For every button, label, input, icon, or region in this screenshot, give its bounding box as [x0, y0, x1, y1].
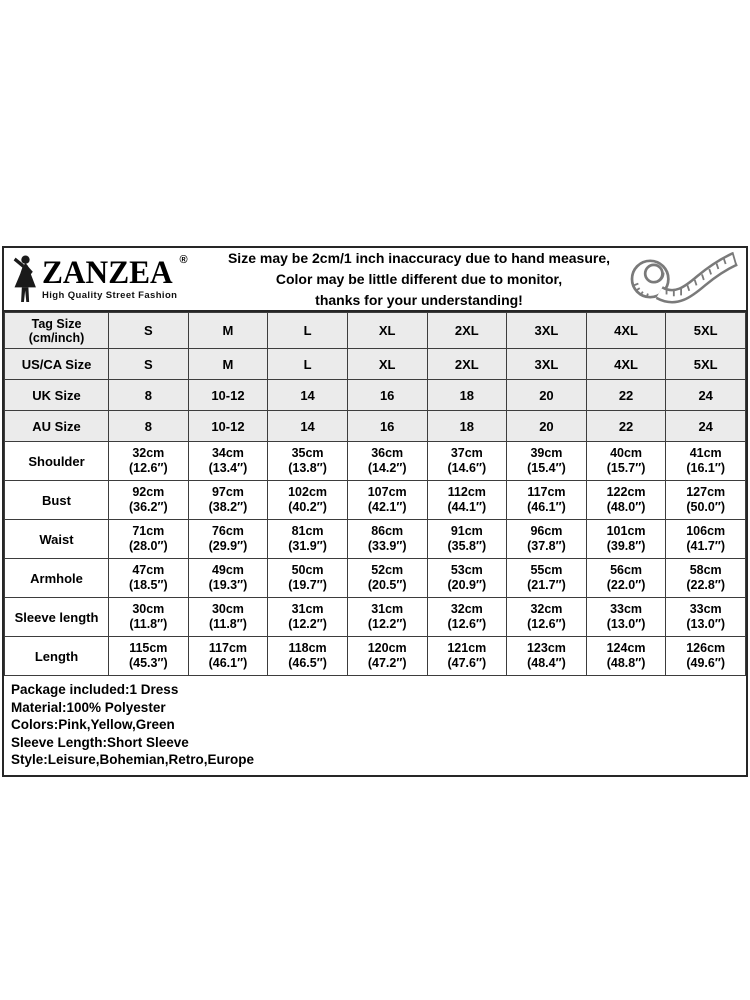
size-cell: 126cm (49.6″): [666, 637, 746, 676]
size-cell: S: [109, 313, 189, 349]
table-row: [5, 349, 746, 380]
header-band: [4, 248, 746, 312]
size-cell: XL: [347, 313, 427, 349]
size-cell: 55cm (21.7″): [507, 559, 587, 598]
size-cell: 112cm (44.1″): [427, 481, 507, 520]
size-cell: 5XL: [666, 349, 746, 380]
product-info-line: Style:Leisure,Bohemian,Retro,Europe: [11, 752, 255, 768]
size-cell: 14: [268, 380, 348, 411]
size-cell: 71cm (28.0″): [109, 520, 189, 559]
size-cell: 118cm (46.5″): [268, 637, 348, 676]
size-cell: 36cm (14.2″): [347, 442, 427, 481]
disclaimer-line: thanks for your understanding!: [315, 291, 523, 308]
size-cell: 31cm (12.2″): [268, 598, 348, 637]
size-cell: 106cm (41.7″): [666, 520, 746, 559]
size-cell: 10-12: [188, 380, 268, 411]
size-cell: 32cm (12.6″): [109, 442, 189, 481]
disclaimer-line: Color may be little different due to monitor,: [275, 270, 563, 287]
size-cell: 117cm (46.1″): [188, 637, 268, 676]
table-row: [5, 411, 746, 442]
size-cell: 52cm (20.5″): [347, 559, 427, 598]
size-cell: 102cm (40.2″): [268, 481, 348, 520]
size-chart-sheet: [2, 246, 748, 777]
product-info-line: Colors:Pink,Yellow,Green: [11, 717, 175, 733]
table-row: [5, 481, 746, 520]
size-cell: 3XL: [507, 349, 587, 380]
product-info-line: Sleeve Length:Short Sleeve: [11, 734, 189, 750]
size-cell: 86cm (33.9″): [347, 520, 427, 559]
size-cell: 97cm (38.2″): [188, 481, 268, 520]
row-label: Waist: [5, 520, 109, 559]
size-cell: 33cm (13.0″): [586, 598, 666, 637]
size-cell: 124cm (48.8″): [586, 637, 666, 676]
row-label: Length: [5, 637, 109, 676]
row-label: Armhole: [5, 559, 109, 598]
size-cell: 33cm (13.0″): [666, 598, 746, 637]
size-cell: 30cm (11.8″): [188, 598, 268, 637]
row-label: Shoulder: [5, 442, 109, 481]
size-cell: 22: [586, 411, 666, 442]
size-cell: 39cm (15.4″): [507, 442, 587, 481]
size-cell: 2XL: [427, 313, 507, 349]
row-label: US/CA Size: [5, 349, 109, 380]
table-row: [5, 442, 746, 481]
woman-figure-icon: [12, 255, 40, 303]
size-cell: M: [188, 313, 268, 349]
size-cell: 2XL: [427, 349, 507, 380]
size-cell: S: [109, 349, 189, 380]
row-label: Tag Size (cm/inch): [5, 313, 109, 349]
row-label: UK Size: [5, 380, 109, 411]
size-cell: L: [268, 313, 348, 349]
size-cell: 101cm (39.8″): [586, 520, 666, 559]
size-disclaimer: [220, 248, 618, 311]
table-row: [5, 380, 746, 411]
size-cell: 3XL: [507, 313, 587, 349]
size-cell: 18: [427, 411, 507, 442]
size-cell: 24: [666, 411, 746, 442]
row-label: AU Size: [5, 411, 109, 442]
tape-measure-wrap: [618, 249, 746, 309]
size-cell: M: [188, 349, 268, 380]
size-cell: 107cm (42.1″): [347, 481, 427, 520]
size-cell: 32cm (12.6″): [507, 598, 587, 637]
size-cell: 58cm (22.8″): [666, 559, 746, 598]
row-label: Bust: [5, 481, 109, 520]
table-row: [5, 559, 746, 598]
size-cell: 10-12: [188, 411, 268, 442]
brand-name: ZANZEA: [42, 255, 173, 292]
size-cell: 76cm (29.9″): [188, 520, 268, 559]
size-cell: 49cm (19.3″): [188, 559, 268, 598]
size-cell: 30cm (11.8″): [109, 598, 189, 637]
size-cell: 35cm (13.8″): [268, 442, 348, 481]
size-cell: 115cm (45.3″): [109, 637, 189, 676]
size-cell: 8: [109, 380, 189, 411]
size-cell: 127cm (50.0″): [666, 481, 746, 520]
size-cell: 8: [109, 411, 189, 442]
size-cell: L: [268, 349, 348, 380]
size-cell: 34cm (13.4″): [188, 442, 268, 481]
table-row: [5, 598, 746, 637]
trademark-symbol: ®: [179, 254, 188, 267]
size-cell: 81cm (31.9″): [268, 520, 348, 559]
size-cell: 96cm (37.8″): [507, 520, 587, 559]
size-cell: 120cm (47.2″): [347, 637, 427, 676]
product-info-line: Package included:1 Dress: [11, 682, 179, 697]
size-cell: 4XL: [586, 313, 666, 349]
size-cell: 123cm (48.4″): [507, 637, 587, 676]
size-cell: 122cm (48.0″): [586, 481, 666, 520]
size-cell: 24: [666, 380, 746, 411]
size-cell: 53cm (20.9″): [427, 559, 507, 598]
size-cell: 31cm (12.2″): [347, 598, 427, 637]
brand-tagline: High Quality Street Fashion: [42, 290, 178, 302]
brand-logo: [4, 255, 220, 303]
size-cell: 40cm (15.7″): [586, 442, 666, 481]
size-cell: 91cm (35.8″): [427, 520, 507, 559]
size-cell: 18: [427, 380, 507, 411]
size-cell: XL: [347, 349, 427, 380]
row-label: Sleeve length: [5, 598, 109, 637]
size-cell: 16: [347, 380, 427, 411]
size-cell: 56cm (22.0″): [586, 559, 666, 598]
size-table-body: [5, 313, 746, 676]
size-cell: 47cm (18.5″): [109, 559, 189, 598]
table-row: [5, 520, 746, 559]
size-cell: 41cm (16.1″): [666, 442, 746, 481]
size-cell: 16: [347, 411, 427, 442]
product-info-line: Material:100% Polyester: [11, 699, 166, 715]
size-cell: 50cm (19.7″): [268, 559, 348, 598]
table-row: [5, 313, 746, 349]
disclaimer-line: Size may be 2cm/1 inch inaccuracy due to hand measure,: [227, 249, 611, 266]
size-cell: 117cm (46.1″): [507, 481, 587, 520]
size-cell: 92cm (36.2″): [109, 481, 189, 520]
size-cell: 20: [507, 411, 587, 442]
size-cell: 22: [586, 380, 666, 411]
product-info: [4, 676, 746, 775]
brand-text-block: [42, 254, 188, 302]
table-row: [5, 637, 746, 676]
size-cell: 5XL: [666, 313, 746, 349]
size-cell: 32cm (12.6″): [427, 598, 507, 637]
size-cell: 20: [507, 380, 587, 411]
size-table: [4, 312, 746, 676]
size-cell: 121cm (47.6″): [427, 637, 507, 676]
tape-measure-icon: [622, 249, 742, 309]
size-cell: 4XL: [586, 349, 666, 380]
size-cell: 14: [268, 411, 348, 442]
size-cell: 37cm (14.6″): [427, 442, 507, 481]
